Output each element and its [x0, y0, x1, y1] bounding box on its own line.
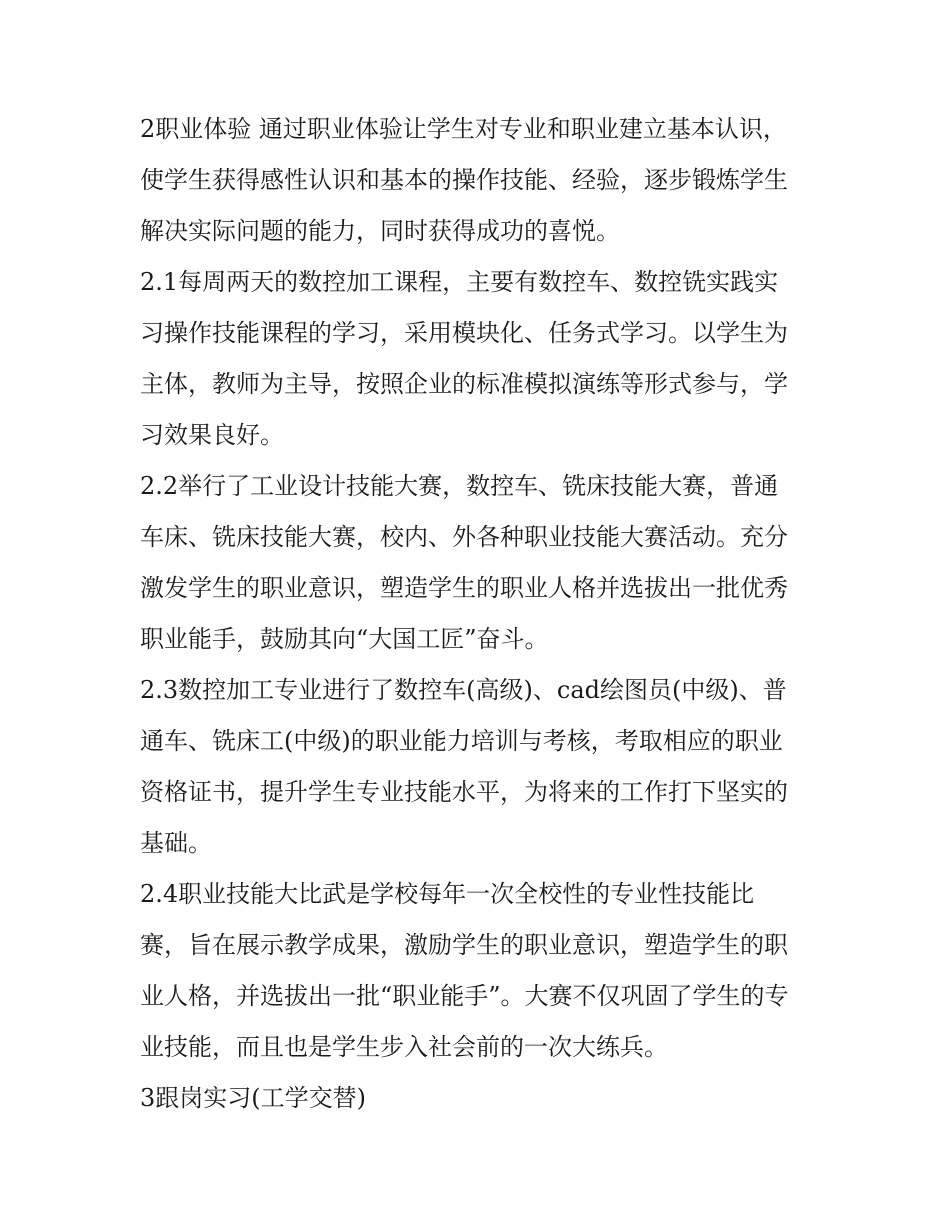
text-line: 主体，教师为主导，按照企业的标准模拟演练等形式参与，学	[140, 370, 788, 398]
text-line: 通车、铣床工(中级)的职业能力培训与考核，考取相应的职业	[140, 727, 783, 755]
text-line: 3跟岗实习(工学交替)	[140, 1084, 366, 1112]
text-line: 2.2举行了工业设计技能大赛，数控车、铣床技能大赛，普通	[140, 472, 779, 500]
text-line: 业技能，而且也是学生步入社会前的一次大练兵。	[140, 1033, 668, 1061]
text-line: 职业能手，鼓励其向“大国工匠”奋斗。	[140, 625, 549, 653]
text-line: 激发学生的职业意识，塑造学生的职业人格并选拔出一批优秀	[140, 574, 788, 602]
text-line: 使学生获得感性认识和基本的操作技能、经验，逐步锻炼学生	[140, 166, 788, 194]
text-line: 2.1每周两天的数控加工课程，主要有数控车、数控铣实践实	[140, 268, 779, 296]
text-line: 2.4职业技能大比武是学校每年一次全校性的专业性技能比	[140, 880, 755, 908]
text-line: 资格证书，提升学生专业技能水平，为将来的工作打下坚实的	[140, 778, 788, 806]
text-line: 习操作技能课程的学习，采用模块化、任务式学习。以学生为	[140, 319, 788, 347]
text-line: 业人格，并选拔出一批“职业能手”。大赛不仅巩固了学生的专	[140, 982, 789, 1010]
text-line: 解决实际问题的能力，同时获得成功的喜悦。	[140, 217, 620, 245]
text-line: 2职业体验 通过职业体验让学生对专业和职业建立基本认识，	[140, 115, 787, 143]
text-line: 车床、铣床技能大赛，校内、外各种职业技能大赛活动。充分	[140, 523, 788, 551]
text-line: 赛，旨在展示教学成果，激励学生的职业意识，塑造学生的职	[140, 931, 788, 959]
document-body	[140, 104, 820, 1124]
text-line: 习效果良好。	[140, 421, 284, 449]
text-line: 2.3数控加工专业进行了数控车(高级)、cad绘图员(中级)、普	[140, 676, 787, 704]
text-line: 基础。	[140, 829, 212, 857]
